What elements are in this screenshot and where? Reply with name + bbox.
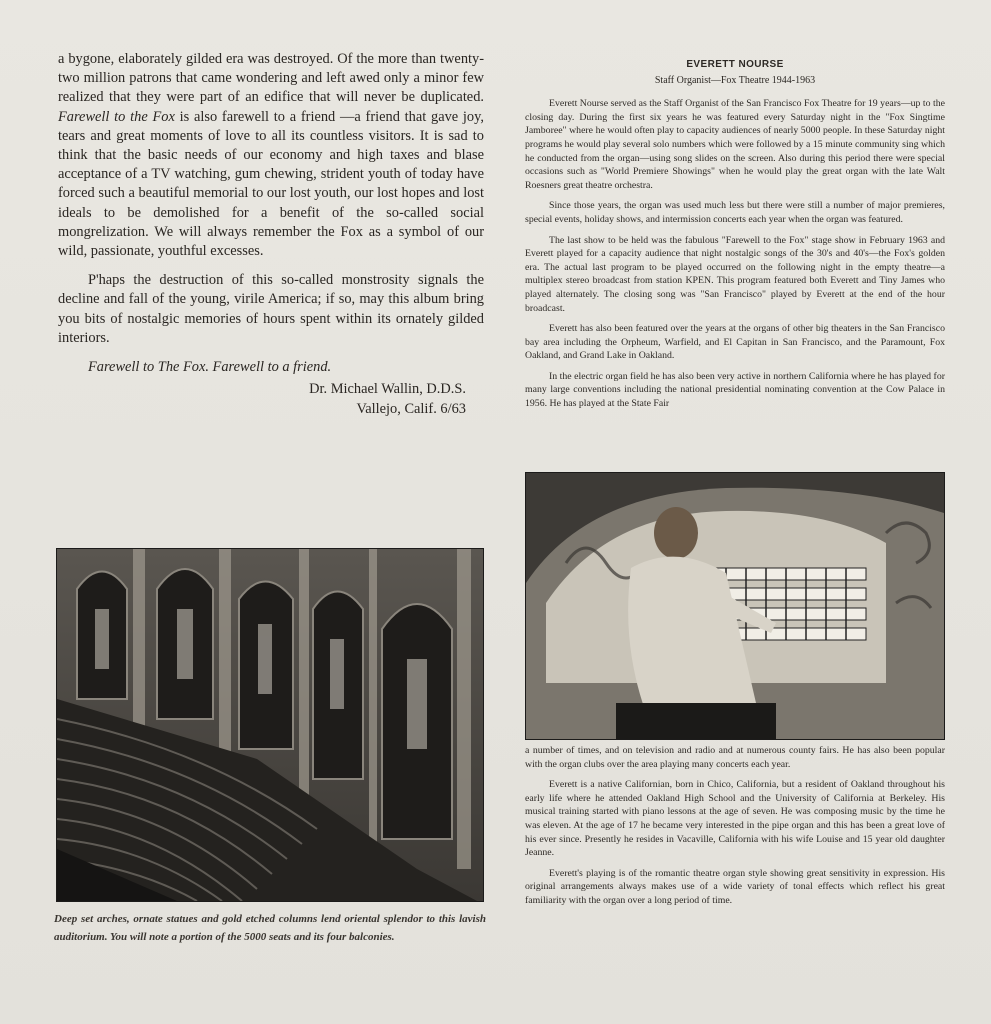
photo-caption: Deep set arches, ornate statues and gold etched columns lend oriental splendor to this lavish auditorium. You will note a portion of the 5000 seats and its four balconies. <box>54 913 486 943</box>
signature-block <box>58 379 466 419</box>
bio-paragraph: a number of times, and on television and radio and at numerous county fairs. He has also been popular with the organ clubs over the area playing many concerts each year. <box>525 745 945 770</box>
bio-subheading: Staff Organist—Fox Theatre 1944-1963 <box>654 74 816 86</box>
auditorium-photo <box>56 548 484 902</box>
bio-paragraph: Everett's playing is of the romantic theatre organ style showing great sensitivity in expression. His original arrangements always makes use of a wide variety of tonal effects which reflect his great familiarity with the organ over a long period of time. <box>525 867 945 906</box>
bio-section-bottom <box>525 744 945 915</box>
bio-paragraph: The last show to be held was the fabulous "Farewell to the Fox" stage show in February 1963 and Everett played for a capacity audience that night nostalgic songs of the 30's and 40's—the Fox's golden era. The actual last program to be played occurred on the following night in the empty theatre—a multiplex stereo broadcast from station KPEN. This program featured both Everett and Tiny James who played alternately. The closing song was "San Francisco" played by Everett at the end of the hour broadcast. <box>525 234 945 314</box>
paragraph-text: is also farewell to a friend —a friend that gave joy, tears and great moments of love to all its countless visitors. It is sad to think that the basic needs of our economy and high taxes and blase acceptance of a TV watching, gum chewing, strident youth of today have forced such a beautiful memorial to our lost youth, our lost hopes and lost ideals to be demolished for a benefit of the so-called social mongrelization. We will always remember the Fox as a symbol of our wild, passionate, youthful excesses. <box>58 108 484 260</box>
bio-heading: EVERETT NOURSE <box>686 59 784 70</box>
bio-paragraph: Since those years, the organ was used much less but there were still a number of major premieres, special events, holiday shows, and intermission concerts each year when the organ was featured. <box>525 200 945 225</box>
closing-paragraph: P'haps the destruction of this so-called monstrosity signals the decline and fall of the young, virile America; if so, may this album bring you bits of nostalgic memories of hours spent within its ornately gilded interiors. <box>58 272 484 346</box>
paragraph-text: a bygone, elaborately gilded era was destroyed. Of the more than twenty-two million patrons that came wondering and left awed only a minor few realized that they were part of an edifice that will never be duplicated. <box>58 51 484 106</box>
signature-name: Dr. Michael Wallin, D.D.S. <box>309 381 466 398</box>
left-column-text <box>58 50 484 419</box>
intro-paragraph <box>58 50 484 261</box>
bio-paragraph: Everett Nourse served as the Staff Organist of the San Francisco Fox Theatre for 19 years—up to the closing day. During the first six years he was featured every Saturday night in the "Fox Singtime Jamboree" where he would often play to capacity audiences of nearly 5000 people. In these Saturday night programs he would play several solo numbers which were followed by a 15 minute community sing which he conducted from the organ—using song slides on the screen. Also during this period there were special occasions such as "World Premiere Showings" when he would play the great organ with the late Walt Roesners great theatre orchestra. <box>525 98 945 191</box>
bio-paragraph: Everett has also been featured over the years at the organs of other big theaters in the San Francisco bay area including the Orpheum, Warfield, and El Capitan in San Francisco, and the Paramount, Fox Oakland, and Grand Lake in Oakland. <box>525 323 945 362</box>
signature-place-date: Vallejo, Calif. 6/63 <box>356 401 466 418</box>
farewell-line: Farewell to The Fox. Farewell to a friend. <box>88 359 332 376</box>
bio-paragraph: Everett is a native Californian, born in Chico, California, but a resident of Oakland throughout his early life where he attended Oakland High School and the University of California at Berkeley. His musical training started with piano lessons at the age of seven. He was composing music by the time he was eleven. At the age of 17 he became very interested in the pipe organ and this has been a great love of his ever since. Presently he resides in Vacaville, California with his wife Louise and 15 year old daughter Jeanne. <box>525 779 945 859</box>
organist-photo <box>525 472 945 740</box>
italic-title: Farewell to the Fox <box>58 108 175 125</box>
bio-paragraph: In the electric organ field he has also been very active in northern California where he has played for many large conventions including the national presidential nominating convention at the Cow Palace in 1956. He has played at the State Fair <box>525 370 945 410</box>
bio-section-top <box>525 58 945 418</box>
